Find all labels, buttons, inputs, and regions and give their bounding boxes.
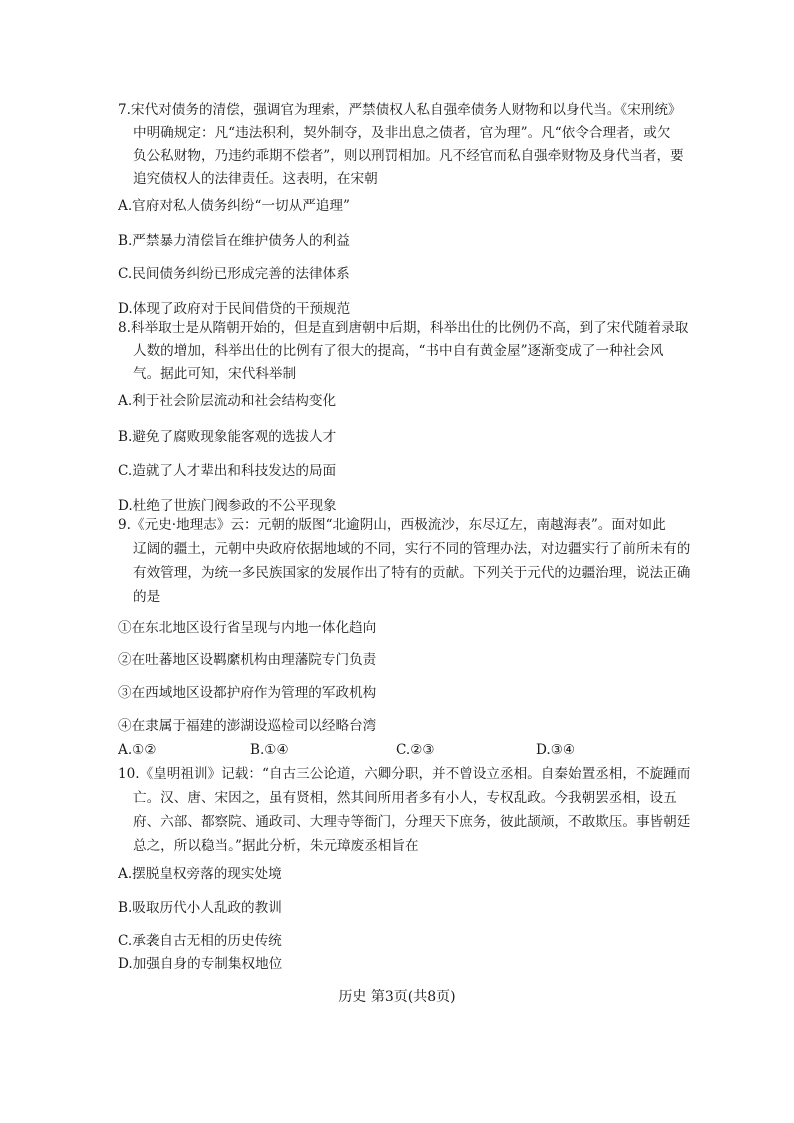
option-d: D.杜绝了世族门阀参政的不公平现象 — [118, 498, 337, 514]
option-d: D.加强自身的专制集权地位 — [118, 956, 283, 972]
option-c: C.民间债务纠纷已形成完善的法律体系 — [118, 266, 350, 282]
option-d: D.体现了政府对于民间借贷的干预规范 — [118, 301, 351, 317]
page-footer: 历史 第3页(共8页) — [338, 989, 456, 1005]
question-text: 8.科举取士是从隋朝开始的，但是直到唐朝中后期，科举出仕的比例仍不高，到了宋代随着录取 — [118, 320, 689, 336]
question-text: 气。据此可知，宋代科举制 — [133, 366, 297, 382]
question-text: 9.《元史·地理志》云：元朝的版图“北逾阴山，西极流沙，东尽辽左，南越海表”。面对如此 — [118, 517, 666, 533]
option-b: B.避免了腐败现象能客观的选拔人才 — [118, 429, 337, 445]
question-text: 中明确规定：凡“违法积利，契外制夺，及非出息之债者，官为理”。凡“依令合理者，或欠 — [133, 125, 671, 141]
question-text: 总之，所以稳当。”据此分析，朱元璋废丞相旨在 — [133, 838, 419, 854]
option-a: A.官府对私人债务纠纷“一切从严追理” — [118, 198, 350, 214]
statement-4: ④在隶属于福建的澎湖设巡检司以经略台湾 — [118, 718, 377, 734]
question-text: 人数的增加，科举出仕的比例有了很大的提高，“书中自有黄金屋”逐渐变成了一种社会风 — [133, 343, 664, 359]
option-b: B.吸取历代小人乱政的教训 — [118, 900, 282, 916]
statement-1: ①在东北地区设行省呈现与内地一体化趋向 — [118, 620, 377, 636]
statement-2: ②在吐蕃地区设羁縻机构由理藩院专门负责 — [118, 652, 377, 668]
question-text: 亡。汉、唐、宋因之，虽有贤相，然其间所用者多有小人，专权乱政。今我朝罢丞相，设五 — [133, 790, 677, 806]
question-text: 有效管理，为统一多民族国家的发展作出了特有的贡献。下列关于元代的边疆治理，说法正确 — [133, 565, 691, 581]
question-text: 7.宋代对债务的清偿，强调官为理索，严禁债权人私自强牵债务人财物和以身代当。《宋刑统》 — [118, 102, 682, 118]
option-c: C.承袭自古无相的历史传统 — [118, 933, 282, 949]
question-text: 追究债权人的法律责任。这表明，在宋朝 — [133, 171, 378, 187]
option-b: B.严禁暴力清偿旨在维护债务人的利益 — [118, 233, 350, 249]
question-text: 府、六部、都察院、通政司、大理寺等衙门，分理天下庶务，彼此颉颃，不敢欺压。事皆朝廷 — [133, 814, 691, 830]
statement-3: ③在西域地区设都护府作为管理的军政机构 — [118, 685, 377, 701]
option-d: D.③④ — [536, 742, 576, 758]
question-text: 的是 — [133, 589, 161, 605]
question-text: 10.《皇明祖训》记载：“自古三公论道，六卿分职，并不曾设立丞相。自秦始置丞相，不旋踵而 — [118, 766, 691, 782]
option-a: A.利于社会阶层流动和社会结构变化 — [118, 393, 337, 409]
option-b: B.①④ — [250, 742, 289, 758]
question-text: 辽阔的疆土，元朝中央政府依据地域的不同，实行不同的管理办法，对边疆实行了前所未有的 — [133, 541, 691, 557]
option-a: A.①② — [118, 742, 157, 758]
question-text: 负公私财物，乃违约乖期不偿者”，则以刑罚相加。凡不经官而私自强牵财物及身代当者，要 — [133, 148, 684, 164]
option-a: A.摆脱皇权旁落的现实处境 — [118, 866, 282, 882]
option-c: C.造就了人才辈出和科技发达的局面 — [118, 463, 337, 479]
option-c: C.②③ — [396, 742, 435, 758]
